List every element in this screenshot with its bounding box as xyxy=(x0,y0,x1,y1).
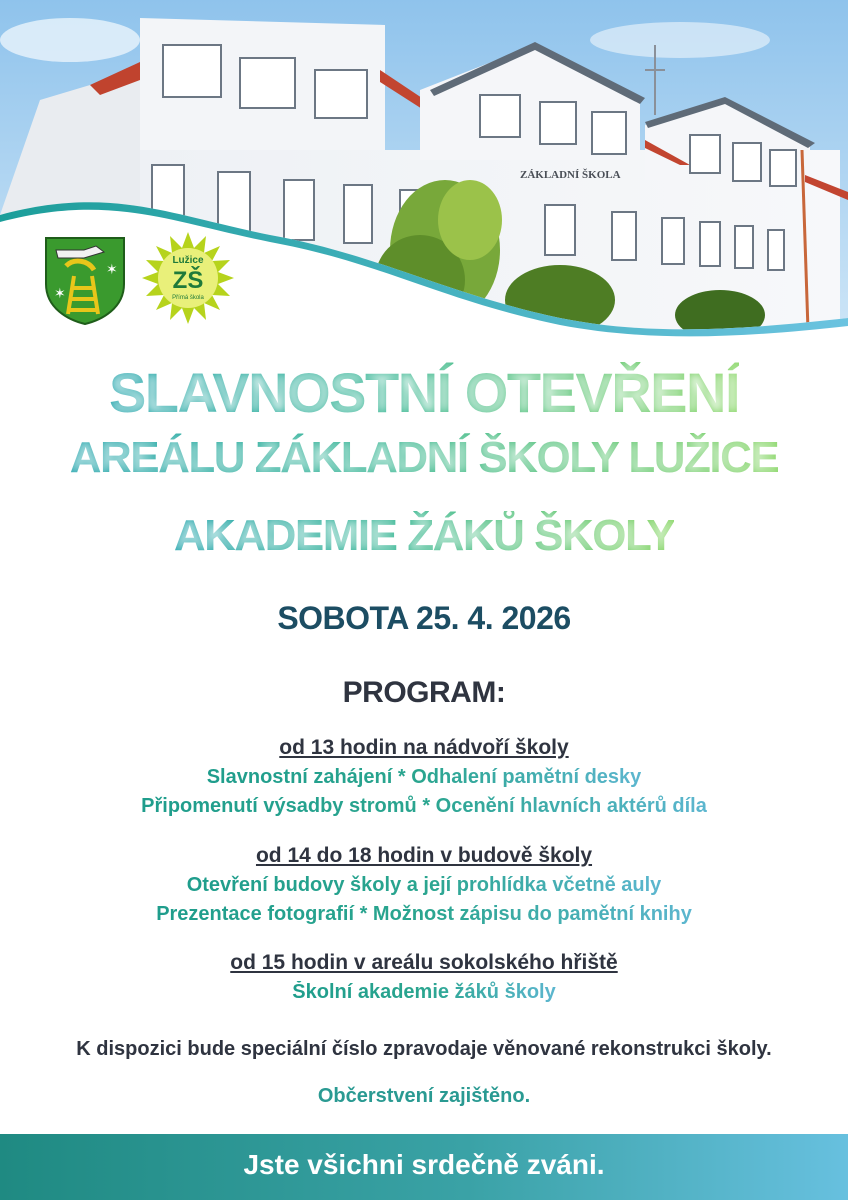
newsletter-note: K dispozici bude speciální číslo zpravodaje věnované rekonstrukci školy. xyxy=(76,1038,772,1060)
badge-bottom-text: Přímá škola xyxy=(172,295,204,301)
section-time: od 13 hodin na nádvoří školy xyxy=(279,736,569,759)
section-line: Prezentace fotografií * Možnost zápisu do pamětní knihy xyxy=(156,903,692,925)
title-line-1: SLAVNOSTNÍ OTEVŘENÍ xyxy=(108,361,740,424)
logos xyxy=(44,232,244,332)
program-section xyxy=(0,948,848,1007)
program-heading: PROGRAM: xyxy=(342,676,506,709)
footer-banner xyxy=(0,1134,848,1200)
section-line: Školní akademie žáků školy xyxy=(292,981,556,1003)
section-time: od 14 do 18 hodin v budově školy xyxy=(255,844,593,867)
invitation-text: Jste všichni srdečně zváni. xyxy=(243,1149,605,1180)
school-badge-icon xyxy=(142,232,234,324)
building-sign: ZÁKLADNÍ ŠKOLA xyxy=(520,169,621,181)
title-line-3: AKADEMIE ŽÁKŮ ŠKOLY xyxy=(173,511,675,560)
section-line: Slavnostní zahájení * Odhalení pamětní desky xyxy=(206,766,642,788)
refreshments-note: Občerstvení zajištěno. xyxy=(317,1085,531,1107)
coat-of-arms-icon xyxy=(44,236,126,326)
badge-top-text: Lužice xyxy=(172,255,204,266)
section-time: od 15 hodin v areálu sokolského hřiště xyxy=(230,951,618,974)
program-section xyxy=(0,841,848,929)
title-line-2: AREÁLU ZÁKLADNÍ ŠKOLY LUŽICE xyxy=(69,433,779,482)
section-line: Otevření budovy školy a její prohlídka včetně auly xyxy=(186,874,662,896)
badge-middle-text: ZŠ xyxy=(172,267,204,294)
program-section xyxy=(0,733,848,821)
svg-text:✶: ✶ xyxy=(106,262,118,278)
svg-text:✶: ✶ xyxy=(54,286,66,302)
event-date: SOBOTA 25. 4. 2026 xyxy=(277,600,571,636)
section-line: Připomenutí výsadby stromů * Ocenění hlavních aktérů díla xyxy=(141,795,707,817)
